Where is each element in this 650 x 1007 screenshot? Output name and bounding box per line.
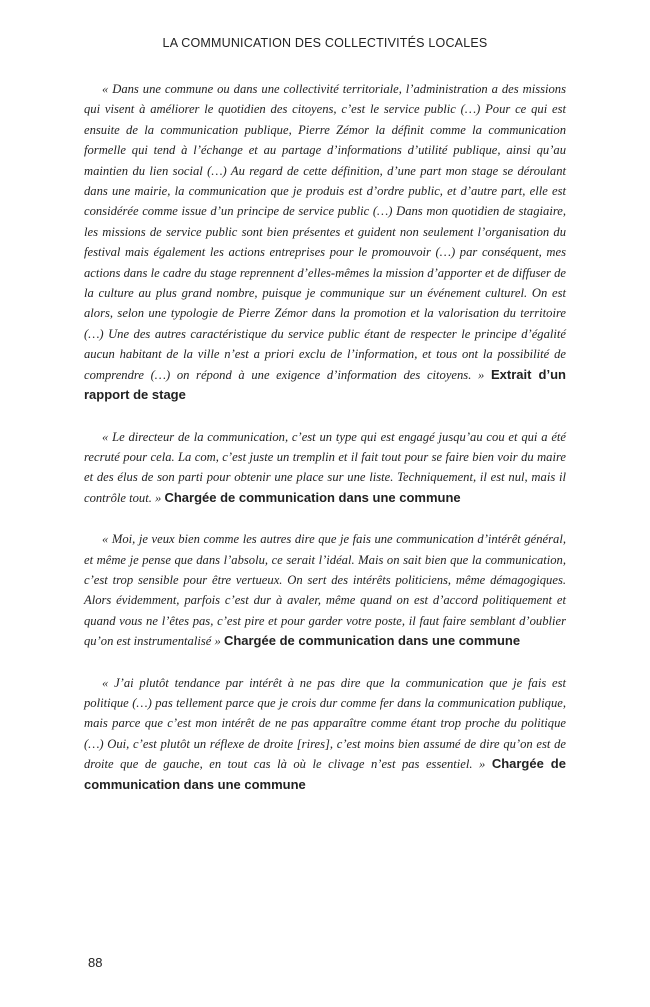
quote-text: « Moi, je veux bien comme les autres dire que je fais une communication d’intérêt général, et même je pense que dans l’absolu, ce serait l’idéal. Mais on sait bien que la communication, c’est trop sensible pour être vertueux. On sert des intérêts politiciens, même démagogiques. Alors évidemment, parfois c’est dur à avaler, même quand on est d’accord politiquement et quand vous ne l’êtes pas, c’est pire et pour garder votre poste, il faut faire semblant d’oublier qu’on est instrumentalisé » — [84, 532, 566, 649]
quote-2 — [84, 427, 566, 509]
quote-3 — [84, 529, 566, 651]
quote-source: Chargée de communication dans une commune — [164, 489, 461, 505]
quote-4 — [84, 673, 566, 795]
quote-text: « Le directeur de la communication, c’est un type qui est engagé jusqu’au cou et qui a été recruté pour cela. La com, c’est juste un tremplin et il fait tout pour se faire bien voir du maire et des élus de son parti pour obtenir une place sur une liste. Techniquement, il est nul, mais il contrôle tout. » — [84, 429, 566, 505]
quote-1 — [84, 79, 566, 406]
running-header: LA COMMUNICATION DES COLLECTIVITÉS LOCALES — [162, 36, 488, 50]
page-number: 88 — [88, 955, 103, 970]
quote-text: « Dans une commune ou dans une collectivité territoriale, l’administration a des missions qui visent à améliorer le quotidien des citoyens, c’est le service public (…) Pour ce qui est ensuite de la communication publique, Pierre Zémor la définit comme la communication formelle qui tend à l’échange et au partage d’informations d’utilité publique, ainsi qu’au maintien du lien social (…) Au regard de cette définition, d’une part mon stage se déroulant dans une mairie, la communication que je produis est d’ordre public, et d’autre part, elle est considérée comme issue d’un principe de service public (…) Dans mon quotidien de stagiaire, les missions de service public sont bien présentes et guident non seulement l’organisation du festival mais également les actions entreprises pour le promouvoir (…) par conséquent, mes actions dans le cadre du stage reprennent d’elles-mêmes la mission d’apporter et de diffuser de la culture au plus grand nombre, puisque je communique sur un événement culturel. On est alors, selon une typologie de Pierre Zémor dans la promotion et la valorisation du territoire (…) Une des autres caractéristique du service public étant de respecter le principe d’égalité aucun habitant de la ville n’est a priori exclu de l’information, et tous ont la possibilité de comprendre (…) on répond à une exigence d’information des citoyens. » — [84, 82, 566, 382]
quote-source: Chargée de communication dans une commune — [84, 756, 566, 792]
quote-source: Extrait d’un rapport de stage — [84, 366, 566, 403]
page-body — [84, 79, 566, 816]
quote-text: « J’ai plutôt tendance par intérêt à ne pas dire que la communication que je fais est politique (…) pas tellement parce que je crois dur comme fer dans la communication publique, mais parce que c’est mon intérêt de ne pas apparaître comme étant trop proche du politique (…) Oui, c’est plutôt un réflexe de droite [rires], c’est moins bien assumé de dire qu’on est de droite que de gauche, en tout cas là où le clivage n’est pas essentiel. » — [84, 675, 566, 772]
quote-source: Chargée de communication dans une commune — [223, 633, 521, 649]
